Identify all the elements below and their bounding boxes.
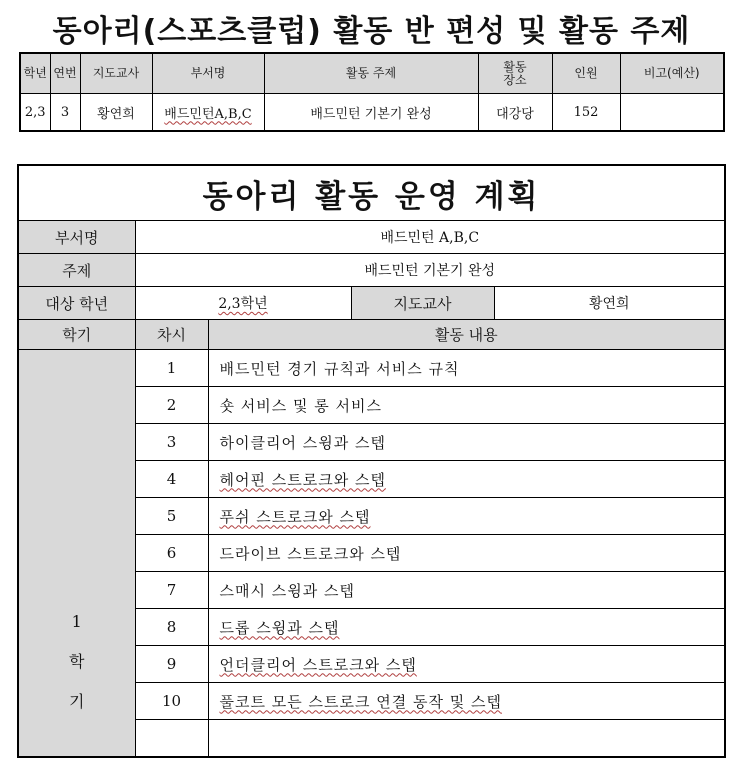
cell-serial: 3 <box>50 94 80 132</box>
page-title: 동아리(스포츠클럽) 활동 반 편성 및 활동 주제 <box>52 14 691 49</box>
session-number: 1 <box>135 350 208 387</box>
session-content-text: 언더클리어 스트로크와 스텝 <box>219 655 417 674</box>
header-note: 비고(예산) <box>620 53 724 94</box>
session-number: 9 <box>135 646 208 683</box>
header-count: 인원 <box>552 53 620 94</box>
summary-table <box>19 52 725 132</box>
session-content: 하이클리어 스윙과 스텝 <box>208 424 725 461</box>
dept-value: 배드민턴 A,B,C <box>135 221 725 254</box>
session-content-text: 풀코트 모든 스트로크 연결 동작 및 스텝 <box>219 692 502 711</box>
session-number <box>135 720 208 758</box>
semester-char: 1 <box>71 612 82 631</box>
session-content <box>208 720 725 758</box>
header-place: 활동 장소 <box>478 53 552 94</box>
session-content: 드라이브 스트로크와 스텝 <box>208 535 725 572</box>
table-row <box>20 94 724 132</box>
session-number: 6 <box>135 535 208 572</box>
summary-header-row <box>20 53 724 94</box>
plan-title: 동아리 활동 운영 계획 <box>18 165 725 221</box>
grade-text: 2,3학년 <box>218 296 268 312</box>
session-number: 8 <box>135 609 208 646</box>
session-content-text: 푸쉬 스트로크와 스텝 <box>219 507 371 526</box>
semester-char: 학 <box>69 652 85 671</box>
session-number: 3 <box>135 424 208 461</box>
session-number: 2 <box>135 387 208 424</box>
cell-grade: 2,3 <box>20 94 50 132</box>
session-number: 7 <box>135 572 208 609</box>
cell-count: 152 <box>552 94 620 132</box>
plan-table <box>17 164 726 758</box>
content-header: 활동 내용 <box>208 320 725 350</box>
grade-value <box>135 287 351 320</box>
header-dept: 부서명 <box>152 53 264 94</box>
semester-header: 학기 <box>18 320 135 350</box>
session-content <box>208 461 725 498</box>
semester-cell <box>18 350 135 758</box>
header-teacher: 지도교사 <box>80 53 152 94</box>
cell-topic: 배드민턴 기본기 완성 <box>264 94 478 132</box>
header-serial: 연번 <box>50 53 80 94</box>
cell-dept <box>152 94 264 132</box>
cell-teacher: 황연희 <box>80 94 152 132</box>
header-topic: 활동 주제 <box>264 53 478 94</box>
session-content <box>208 646 725 683</box>
teacher-value: 황연희 <box>494 287 725 320</box>
cell-note <box>620 94 724 132</box>
header-grade: 학년 <box>20 53 50 94</box>
session-content <box>208 683 725 720</box>
topic-label: 주제 <box>18 254 135 287</box>
dept-label: 부서명 <box>18 221 135 254</box>
teacher-label: 지도교사 <box>351 287 494 320</box>
session-number: 5 <box>135 498 208 535</box>
grade-label: 대상 학년 <box>18 287 135 320</box>
session-content <box>208 609 725 646</box>
session-header: 차시 <box>135 320 208 350</box>
session-number: 4 <box>135 461 208 498</box>
topic-value: 배드민턴 기본기 완성 <box>135 254 725 287</box>
session-number: 10 <box>135 683 208 720</box>
session-content <box>208 498 725 535</box>
table-row <box>18 350 725 387</box>
session-content: 배드민턴 경기 규칙과 서비스 규칙 <box>208 350 725 387</box>
session-content-text: 드롭 스윙과 스텝 <box>219 618 340 637</box>
dept-text: 배드민턴A,B,C <box>164 106 252 122</box>
session-content-text: 헤어핀 스트로크와 스텝 <box>219 470 386 489</box>
session-content: 스매시 스윙과 스텝 <box>208 572 725 609</box>
cell-place: 대강당 <box>478 94 552 132</box>
session-content: 숏 서비스 및 롱 서비스 <box>208 387 725 424</box>
semester-char: 기 <box>69 692 85 711</box>
